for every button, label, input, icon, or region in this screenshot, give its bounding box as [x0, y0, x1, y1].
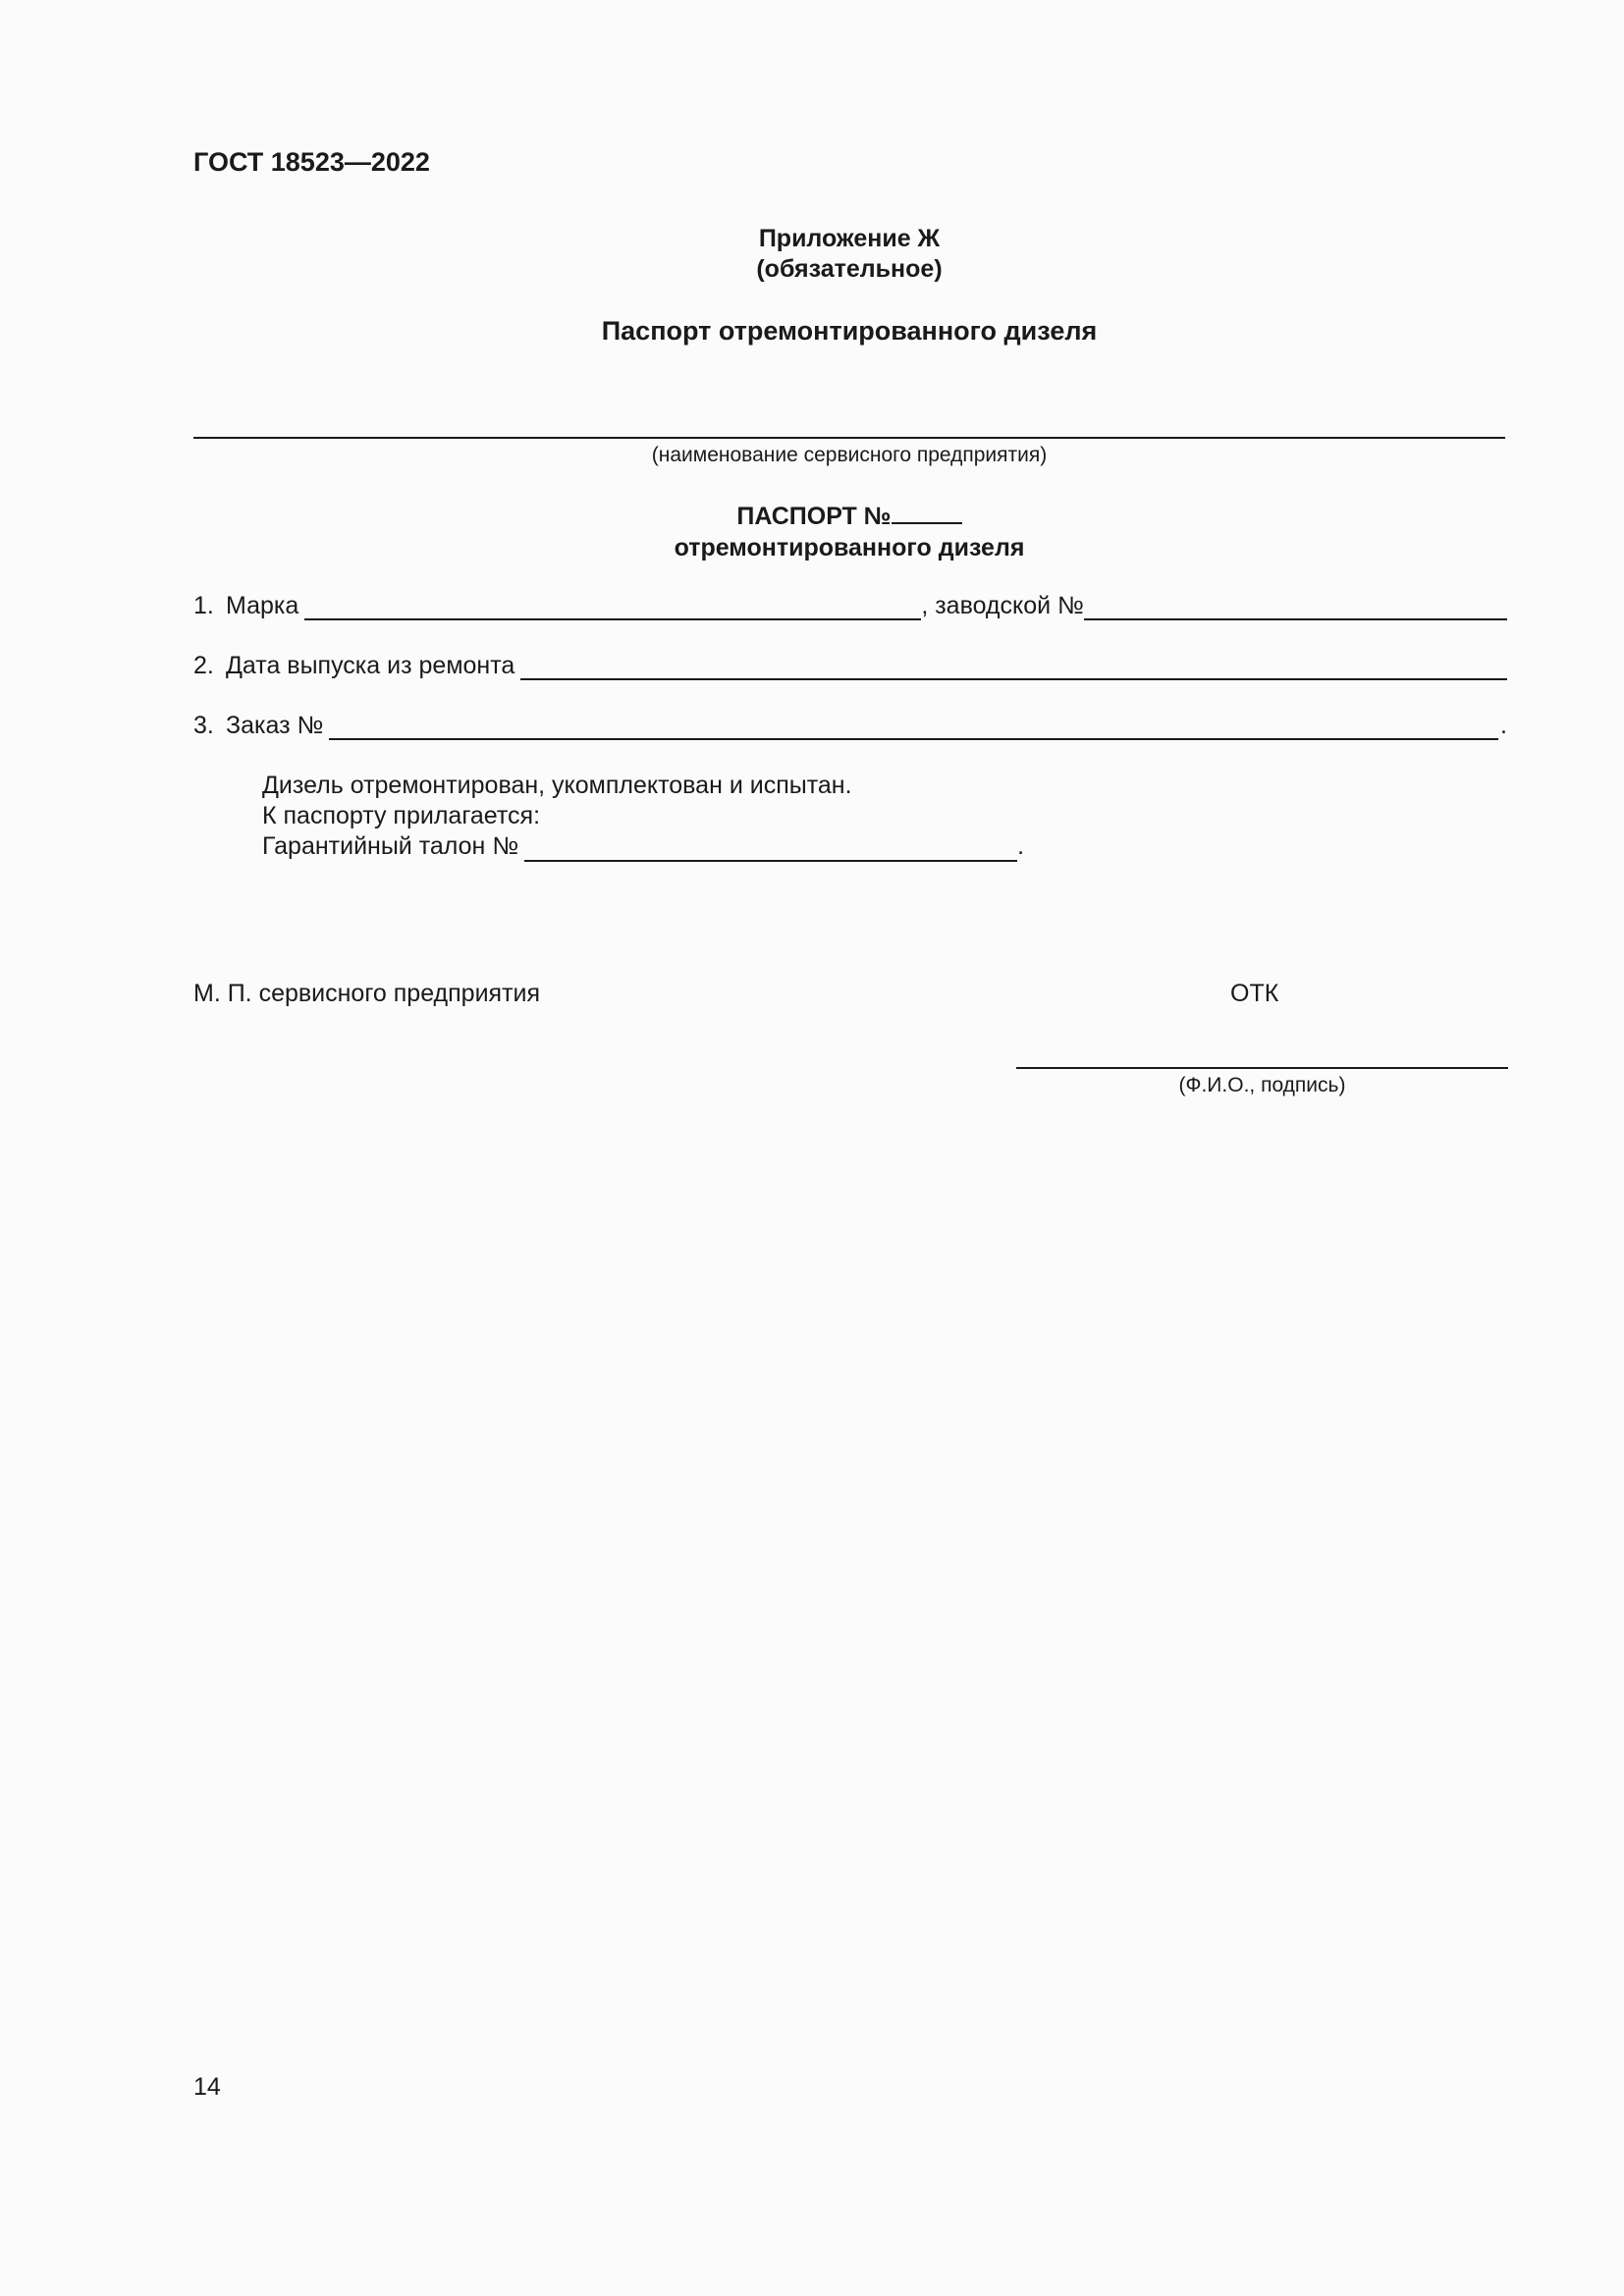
passport-subheading: отремонтированного дизеля	[674, 534, 1025, 561]
annex-status: (обязательное)	[756, 255, 943, 283]
passport-heading-text: ПАСПОРТ №	[736, 503, 892, 530]
statement-line-2: К паспорту прилагается:	[262, 802, 541, 829]
annex-title: Приложение Ж	[758, 225, 941, 252]
standard-header: ГОСТ 18523—2022	[193, 147, 430, 177]
field-number: 2.	[193, 652, 214, 679]
field-label-release-date: Дата выпуска из ремонта	[226, 652, 515, 679]
signature-line[interactable]	[1016, 1067, 1508, 1069]
document-title: Паспорт отремонтированного дизеля	[601, 316, 1098, 346]
enterprise-name-caption: (наименование сервисного предприятия)	[651, 444, 1048, 466]
passport-heading	[193, 501, 1505, 563]
order-terminator: .	[1500, 712, 1507, 739]
release-date-blank[interactable]	[520, 651, 1507, 680]
warranty-label: Гарантийный талон №	[262, 832, 519, 860]
brand-blank[interactable]	[304, 591, 921, 620]
field-number: 1.	[193, 592, 214, 619]
warranty-row	[262, 831, 1024, 862]
field-number: 3.	[193, 712, 214, 739]
enterprise-name-line[interactable]	[193, 437, 1505, 439]
order-number-blank[interactable]	[329, 711, 1498, 740]
field-label-serial: , заводской №	[921, 592, 1084, 619]
field-row-order	[193, 707, 1507, 740]
field-label-order: Заказ №	[226, 712, 324, 739]
passport-number-blank[interactable]	[892, 501, 962, 524]
annex-heading	[193, 224, 1505, 285]
otk-label: ОТК	[1230, 980, 1279, 1007]
stamp-label: М. П. сервисного предприятия	[193, 980, 541, 1007]
warranty-number-blank[interactable]	[524, 834, 1017, 862]
field-row-brand	[193, 587, 1507, 620]
page-number: 14	[193, 2073, 221, 2101]
serial-number-blank[interactable]	[1084, 591, 1507, 620]
signature-caption: (Ф.И.О., подпись)	[1178, 1074, 1346, 1096]
field-row-release-date	[193, 647, 1507, 680]
field-label-brand: Марка	[226, 592, 299, 619]
statement-block	[262, 771, 1024, 862]
statement-line-1: Дизель отремонтирован, укомплектован и испытан.	[262, 772, 852, 799]
warranty-terminator: .	[1017, 832, 1025, 860]
